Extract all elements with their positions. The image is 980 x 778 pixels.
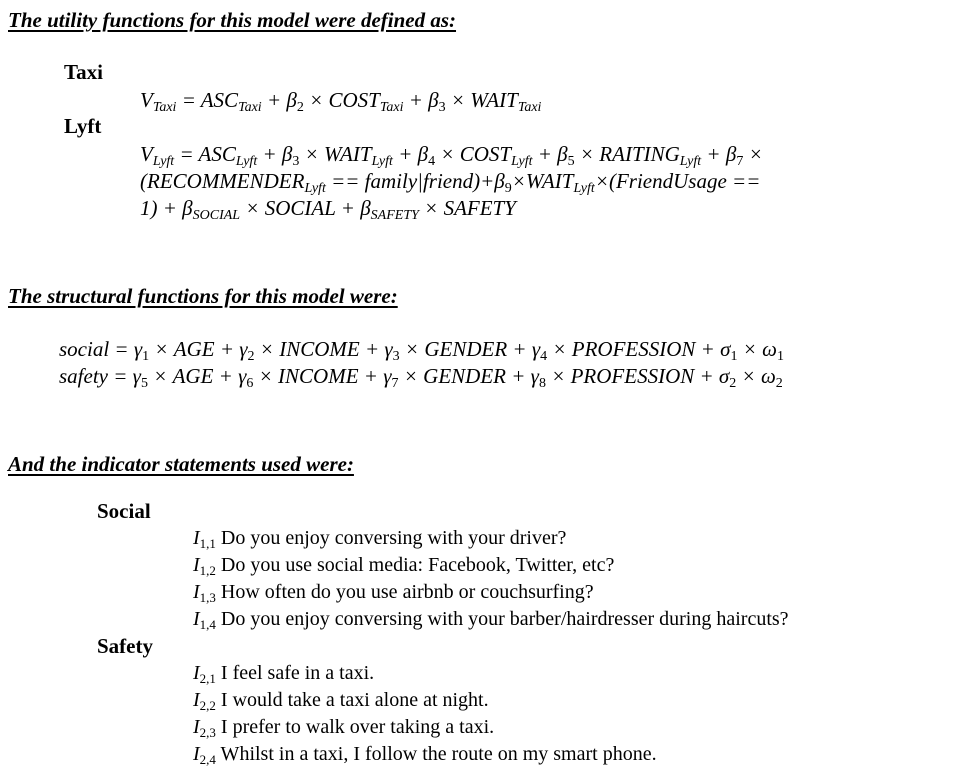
eq-term: × AGE + γ [147, 364, 247, 388]
eq-term: ×WAIT [511, 169, 574, 193]
eq-sub: Lyft [304, 181, 326, 196]
eq-sub: 5 [140, 376, 148, 391]
eq-term: × PROFESSION + σ [547, 337, 731, 361]
eq-sub: 3 [292, 154, 300, 169]
eq-sub: 4 [428, 154, 436, 169]
indicator-item [193, 742, 657, 766]
eq-term: × INCOME + γ [253, 364, 392, 388]
eq-term: × WAIT [445, 88, 518, 112]
indicator-text: How often do you use airbnb or couchsurfing? [215, 581, 594, 603]
indicator-text: Do you use social media: Facebook, Twitter, etc? [215, 554, 615, 576]
eq-sub: 2 [729, 376, 737, 391]
eq-term: 1) + β [140, 196, 193, 220]
indicator-index: 1,2 [199, 563, 216, 578]
eq-term: social = γ [59, 337, 143, 361]
eq-term: × PROFESSION + σ [545, 364, 730, 388]
eq-term: ×(FriendUsage == [594, 169, 761, 193]
lyft-label: Lyft [64, 114, 102, 138]
eq-term: × INCOME + γ [254, 337, 393, 361]
indicator-section-title: And the indicator statements used were: [8, 452, 354, 476]
eq-term: × ω [736, 364, 776, 388]
structural-section-title: The structural functions for this model were: [8, 284, 398, 308]
indicator-index: 1,4 [199, 617, 216, 632]
eq-term: × RAITING [574, 142, 680, 166]
eq-term: + β [701, 142, 737, 166]
eq-sub: 8 [538, 376, 546, 391]
indicator-text: Do you enjoy conversing with your barber/hairdresser during haircuts? [215, 608, 789, 630]
eq-term: == family|friend)+β [325, 169, 505, 193]
indicator-text: I would take a taxi alone at night. [215, 689, 489, 711]
eq-term: × COST [435, 142, 512, 166]
indicator-item [193, 661, 374, 685]
indicator-item [193, 607, 789, 631]
eq-term: × COST [303, 88, 380, 112]
eq-sub: 1 [776, 349, 784, 364]
eq-term: × [743, 142, 763, 166]
eq-sub: 3 [392, 349, 400, 364]
eq-sub: Taxi [517, 100, 542, 115]
indicator-text: Do you enjoy conversing with your driver? [215, 527, 567, 549]
indicator-item [193, 526, 566, 550]
eq-sub: 5 [567, 154, 575, 169]
taxi-label: Taxi [64, 60, 103, 84]
eq-term: = ASC [176, 88, 239, 112]
indicator-index: 2,3 [199, 725, 216, 740]
eq-sub: 4 [540, 349, 548, 364]
indicator-symbol: I [193, 581, 200, 603]
taxi-utility-equation [140, 87, 541, 113]
indicator-index: 1,3 [199, 590, 216, 605]
indicator-item [193, 580, 594, 604]
eq-sub: 7 [391, 376, 399, 391]
eq-sub: 7 [736, 154, 744, 169]
indicator-symbol: I [193, 716, 200, 738]
indicator-symbol: I [193, 743, 200, 765]
eq-term: V [140, 88, 153, 112]
eq-sub: 2 [775, 376, 783, 391]
indicator-index: 2,1 [199, 671, 216, 686]
indicator-index: 2,4 [199, 752, 216, 767]
eq-sub: 6 [246, 376, 254, 391]
indicator-symbol: I [193, 527, 200, 549]
eq-term: × SOCIAL + β [240, 196, 371, 220]
eq-sub: Lyft [511, 154, 533, 169]
lyft-utility-equation-line1 [140, 141, 763, 167]
eq-sub: 9 [504, 181, 512, 196]
indicator-item [193, 553, 614, 577]
eq-sub: Lyft [235, 154, 258, 169]
utility-section-title: The utility functions for this model were defined as: [8, 8, 457, 32]
eq-term: safety = γ [59, 364, 141, 388]
eq-sub: Taxi [152, 100, 177, 115]
safety-indicators-label: Safety [97, 634, 153, 658]
eq-sub: SOCIAL [192, 208, 241, 223]
eq-term: × GENDER + γ [399, 337, 541, 361]
eq-term: × GENDER + γ [398, 364, 539, 388]
indicator-symbol: I [193, 608, 200, 630]
social-indicators-label: Social [97, 499, 151, 523]
indicator-symbol: I [193, 554, 200, 576]
indicator-item [193, 688, 489, 712]
indicator-index: 2,2 [199, 698, 216, 713]
eq-term: + β [392, 142, 429, 166]
eq-sub: SAFETY [370, 208, 419, 223]
indicator-text: I prefer to walk over taking a taxi. [215, 716, 495, 738]
indicator-symbol: I [193, 689, 200, 711]
eq-sub: 2 [296, 100, 304, 115]
indicator-text: I feel safe in a taxi. [215, 662, 375, 684]
indicator-item [193, 715, 494, 739]
eq-sub: Taxi [379, 100, 404, 115]
indicator-text: Whilst in a taxi, I follow the route on my smart phone. [215, 743, 657, 765]
eq-sub: 1 [730, 349, 738, 364]
indicator-symbol: I [193, 662, 200, 684]
eq-term: + β [257, 142, 293, 166]
eq-term: + β [532, 142, 568, 166]
eq-term: + β [403, 88, 439, 112]
eq-term: (RECOMMENDER [140, 169, 305, 193]
eq-sub: Lyft [152, 154, 175, 169]
social-structural-equation [59, 336, 784, 362]
eq-sub: Taxi [238, 100, 262, 115]
eq-sub: Lyft [371, 154, 393, 169]
eq-term: × SAFETY [418, 196, 516, 220]
eq-sub: Lyft [573, 181, 595, 196]
indicator-index: 1,1 [199, 536, 216, 551]
eq-term: + β [261, 88, 297, 112]
eq-term: = ASC [174, 142, 236, 166]
eq-sub: 2 [247, 349, 255, 364]
eq-term: × WAIT [299, 142, 372, 166]
eq-sub: Lyft [679, 154, 702, 169]
eq-term: V [140, 142, 153, 166]
safety-structural-equation [59, 363, 783, 389]
lyft-utility-equation-line2 [140, 168, 760, 194]
eq-term: × ω [737, 337, 777, 361]
eq-sub: 3 [438, 100, 446, 115]
lyft-utility-equation-line3 [140, 195, 516, 221]
eq-sub: 1 [142, 349, 150, 364]
eq-term: × AGE + γ [149, 337, 248, 361]
